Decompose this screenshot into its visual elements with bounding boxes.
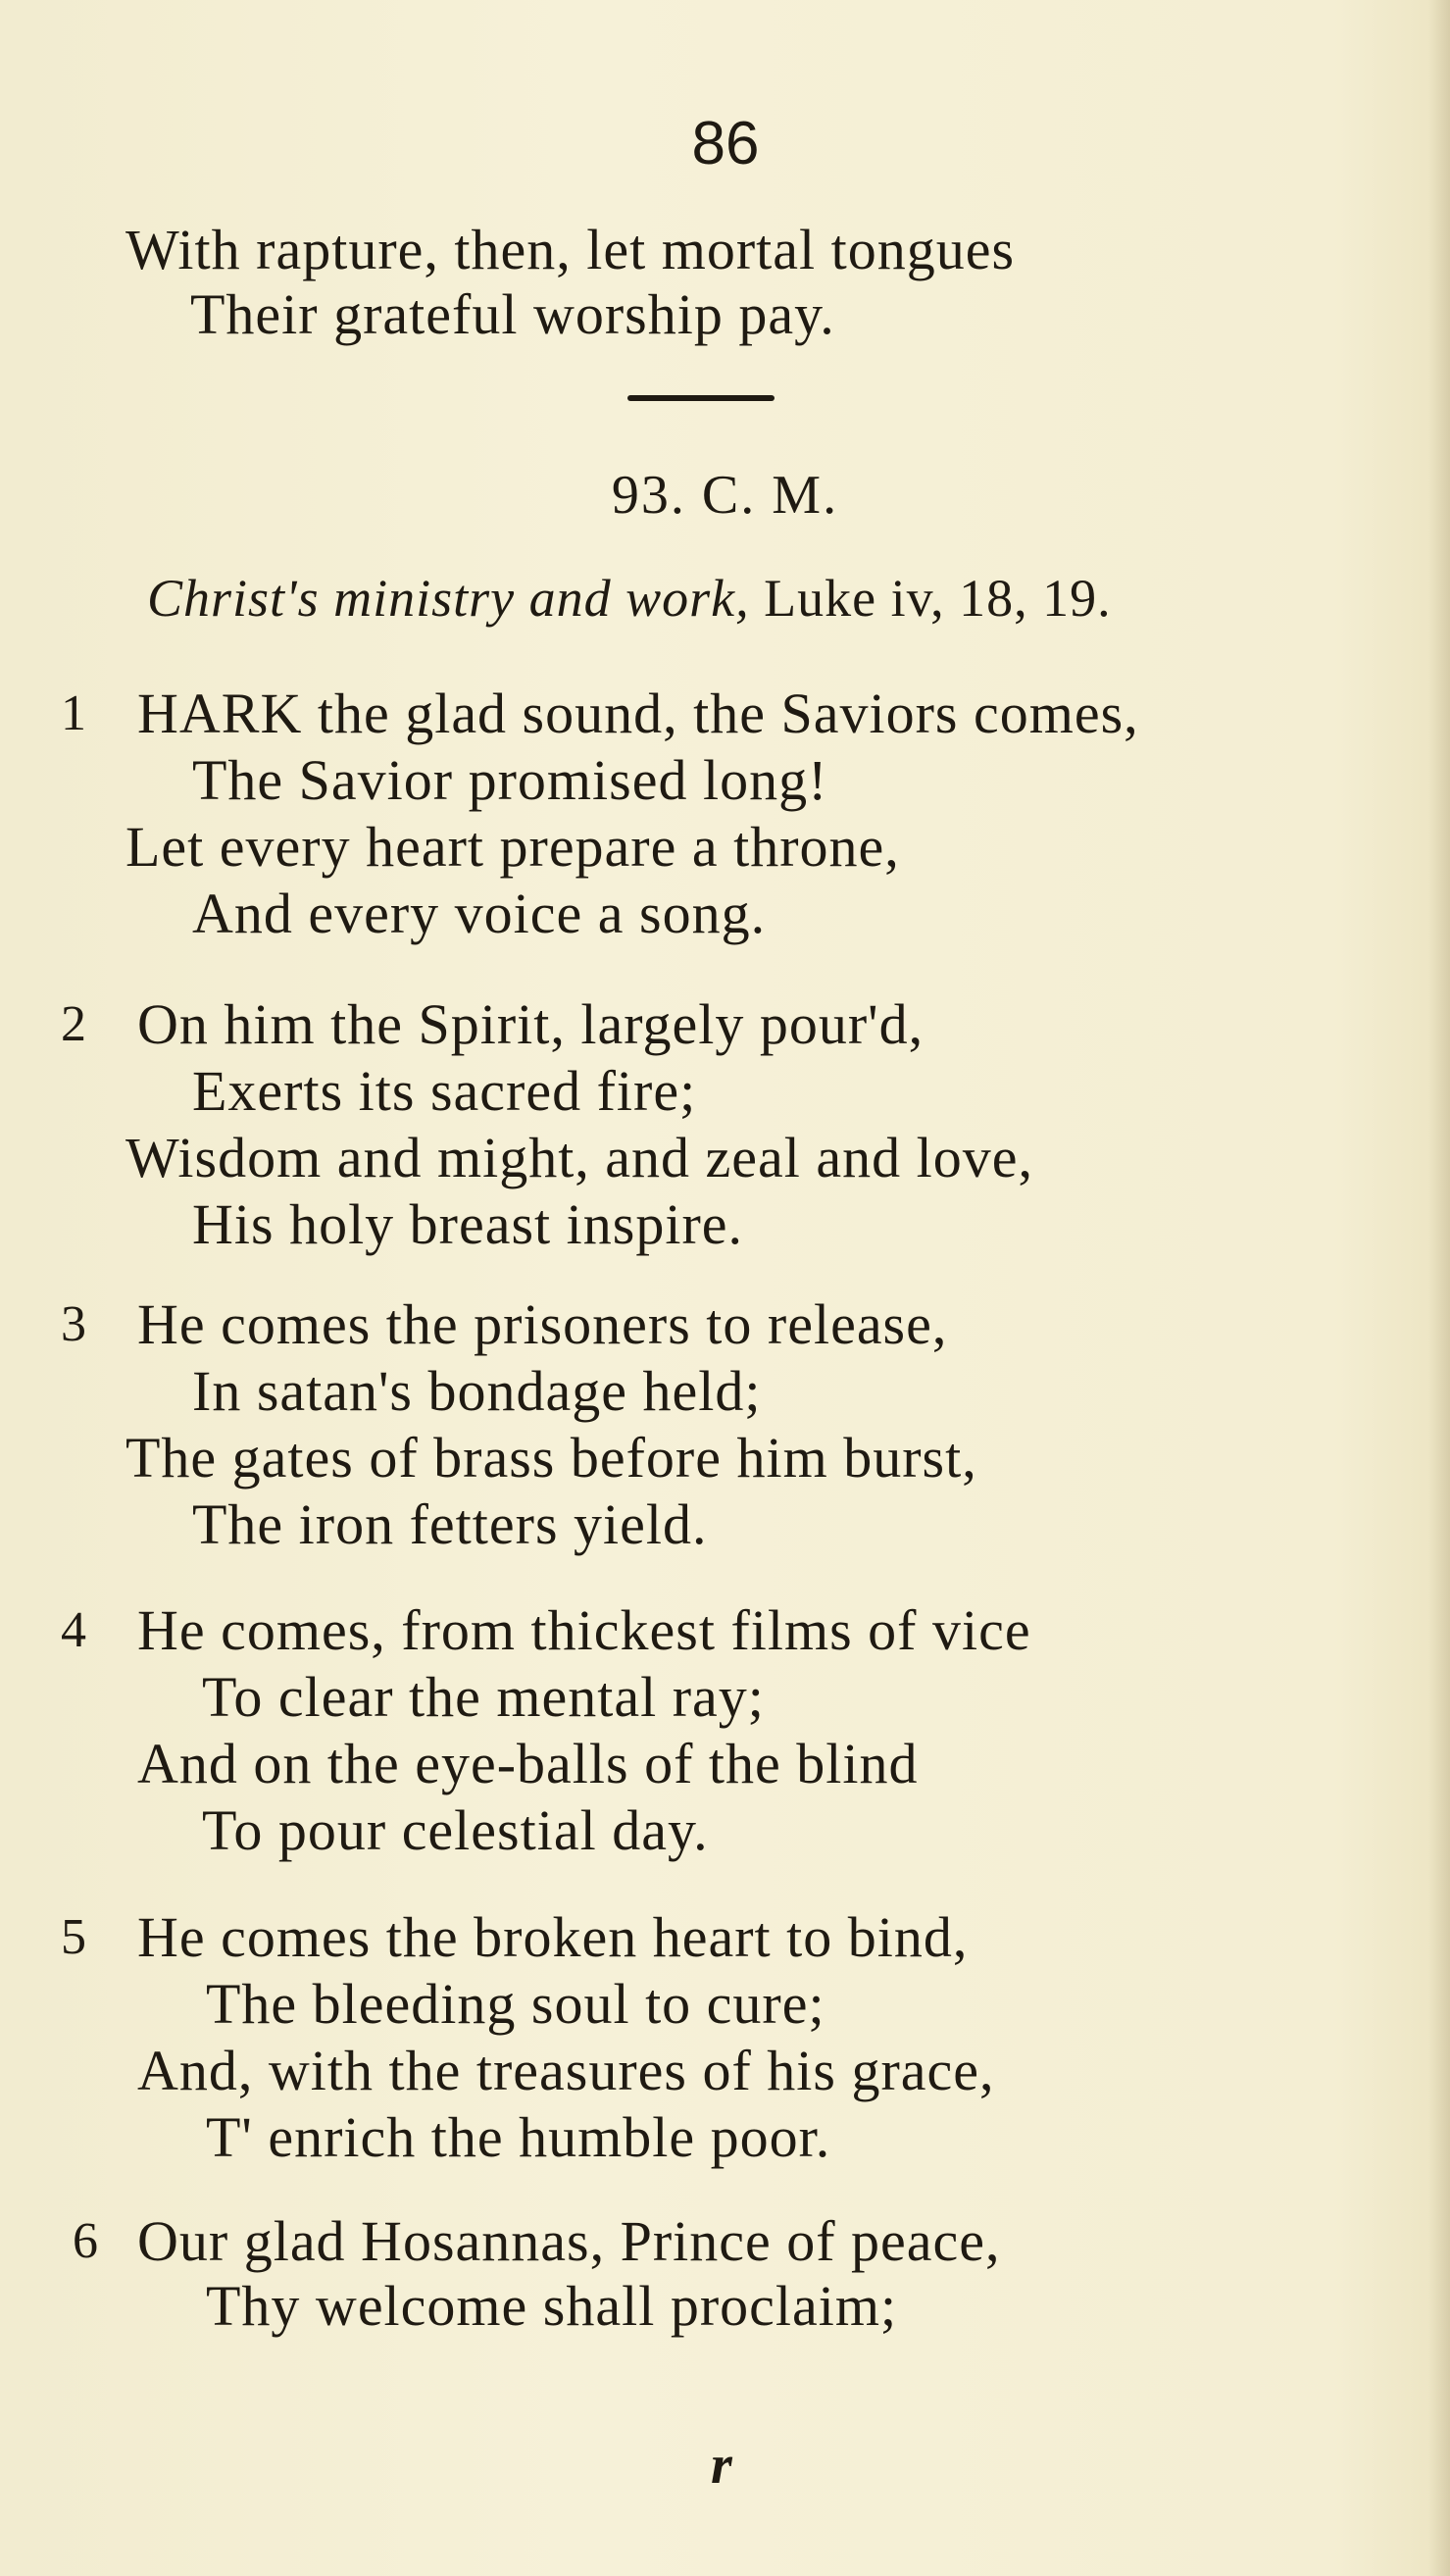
verse-line: The bleeding soul to cure;	[206, 1972, 825, 2036]
verse-line: To pour celestial day.	[202, 1798, 709, 1862]
opening-line: With rapture, then, let mortal tongues	[125, 218, 1016, 281]
verse-line: Exerts its sacred fire;	[192, 1059, 697, 1123]
verse-number: 6	[73, 2213, 98, 2269]
verse-line: To clear the mental ray;	[202, 1665, 765, 1729]
hymn-subtitle-title: Christ's ministry and work,	[147, 569, 750, 628]
verse-line: The gates of brass before him burst,	[125, 1426, 977, 1490]
verse-line: He comes the prisoners to release,	[137, 1292, 948, 1356]
verse-line: T' enrich the humble poor.	[206, 2105, 831, 2169]
verse-line: Thy welcome shall proclaim;	[206, 2274, 898, 2338]
hymn-subtitle	[147, 566, 1112, 631]
page-edge-shadow	[1428, 0, 1450, 2576]
page-number: 86	[691, 110, 760, 177]
hymn-heading: 93. C. M.	[611, 465, 839, 526]
signature-mark: r	[711, 2435, 732, 2496]
hymn-subtitle-reference: Luke iv, 18, 19.	[749, 569, 1112, 628]
verse-line: The iron fetters yield.	[192, 1492, 708, 1556]
verse-number: 2	[61, 996, 86, 1052]
verse-line: Wisdom and might, and zeal and love,	[125, 1126, 1033, 1189]
verse-line: The Savior promised long!	[192, 748, 828, 812]
verse-number: 1	[61, 685, 86, 741]
opening-line: Their grateful worship pay.	[190, 282, 835, 346]
verse-line: Let every heart prepare a throne,	[125, 815, 900, 879]
verse-line: And, with the treasures of his grace,	[137, 2039, 995, 2102]
verse-line: He comes the broken heart to bind,	[137, 1905, 969, 1969]
verse-line: He comes, from thickest films of vice	[137, 1598, 1031, 1662]
verse-line: Our glad Hosannas, Prince of peace,	[137, 2209, 1001, 2273]
verse-number: 5	[61, 1909, 86, 1965]
verse-line: And every voice a song.	[192, 882, 767, 945]
verse-line: HARK the glad sound, the Saviors comes,	[137, 682, 1139, 745]
verse-number: 4	[61, 1602, 86, 1658]
verse-line: And on the eye-balls of the blind	[137, 1732, 919, 1795]
verse-line: On him the Spirit, largely pour'd,	[137, 992, 925, 1056]
verse-line: His holy breast inspire.	[192, 1192, 744, 1256]
verse-number: 3	[61, 1296, 86, 1352]
section-divider	[627, 395, 775, 401]
verse-line: In satan's bondage held;	[192, 1359, 762, 1423]
